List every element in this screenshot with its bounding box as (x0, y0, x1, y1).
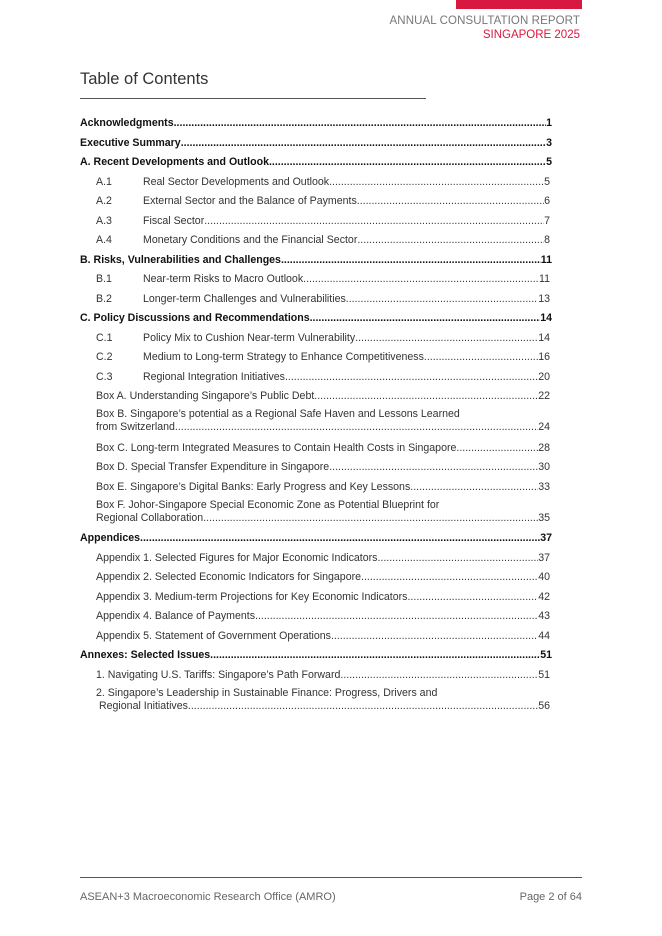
dot-leader (210, 649, 540, 662)
toc-entry-box-c[interactable] (96, 442, 550, 455)
toc-page-number: 11 (540, 253, 552, 266)
toc-entry-label: Box D. Special Transfer Expenditure in Singapore (96, 461, 330, 473)
report-country-year: SINGAPORE 2025 (482, 29, 580, 41)
toc-page-number: 14 (540, 312, 552, 324)
toc-entry-a1[interactable] (96, 176, 550, 189)
toc-entry-box-d[interactable] (96, 461, 550, 474)
toc-page-number: 8 (544, 234, 550, 246)
toc-page-number: 5 (544, 175, 550, 188)
toc-entry-appendix-1[interactable] (96, 552, 550, 565)
toc-entry-label: Policy Mix to Cushion Near-term Vulnerability (143, 331, 356, 344)
toc-page-number: 33 (538, 480, 550, 493)
dot-leader (329, 461, 538, 474)
dot-leader (361, 571, 538, 584)
toc-entry-appendix-5[interactable] (96, 630, 550, 643)
toc-page-number: 40 (538, 571, 550, 583)
toc-page-number: 11 (539, 273, 550, 285)
toc-entry-number: C.3 (96, 370, 113, 383)
toc-section-appendices[interactable] (80, 532, 552, 545)
dot-leader (355, 332, 538, 345)
toc-entry-c3[interactable] (96, 371, 550, 384)
toc-entry-box-f[interactable] (96, 499, 550, 525)
toc-page-number: 28 (538, 441, 550, 454)
toc-entry-executive-summary[interactable] (80, 137, 552, 150)
dot-leader (329, 176, 544, 189)
toc-entry-label: External Sector and the Balance of Payments (143, 195, 357, 207)
toc-section-a[interactable] (80, 156, 552, 169)
toc-entry-label: Appendix 1. Selected Figures for Major Economic Indicators (96, 551, 378, 564)
toc-page-number: 5 (546, 156, 552, 168)
title-divider (80, 98, 426, 99)
dot-leader (456, 442, 538, 455)
toc-page-number: 16 (538, 351, 550, 363)
toc-entry-number: A.2 (96, 195, 112, 207)
toc-entry-label: Box E. Singapore’s Digital Banks: Early Progress and Key Lessons (96, 480, 411, 493)
toc-section-c[interactable] (80, 312, 552, 325)
toc-entry-annex-2[interactable] (96, 687, 550, 713)
toc-entry-label-line1: 2. Singapore’s Leadership in Sustainable Finance: Progress, Drivers and (96, 687, 438, 699)
toc-entry-label: Appendix 3. Medium-term Projections for Key Economic Indicators (96, 590, 408, 603)
toc-entry-number: B.1 (96, 273, 112, 285)
toc-entry-label: B. Risks, Vulnerabilities and Challenges (80, 253, 281, 266)
toc-entry-box-e[interactable] (96, 481, 550, 494)
toc-entry-label: Fiscal Sector (143, 214, 205, 227)
dot-leader (314, 390, 538, 403)
toc-page-number: 20 (538, 370, 550, 383)
toc-entry-b1[interactable] (96, 273, 550, 286)
toc-entry-label: Appendix 5. Statement of Government Operations (96, 629, 331, 642)
toc-page-number: 13 (538, 292, 550, 305)
toc-entry-a3[interactable] (96, 215, 550, 228)
toc-entry-number: C.2 (96, 351, 113, 363)
toc-entry-box-b[interactable] (96, 408, 550, 434)
toc-entry-label: Executive Summary (80, 136, 181, 149)
toc-entry-appendix-4[interactable] (96, 610, 550, 623)
toc-entry-label: C. Policy Discussions and Recommendations (80, 312, 310, 324)
dot-leader (269, 156, 546, 169)
toc-entry-label: 1. Navigating U.S. Tariffs: Singapore’s Path Forward (96, 668, 341, 681)
toc-entry-label: A. Recent Developments and Outlook (80, 156, 269, 168)
toc-entry-label: Box C. Long-term Integrated Measures to Contain Health Costs in Singapore (96, 441, 457, 454)
toc-entry-label: Real Sector Developments and Outlook (143, 175, 330, 188)
toc-entry-acknowledgments[interactable] (80, 117, 552, 130)
toc-entry-label: Appendix 4. Balance of Payments (96, 610, 256, 622)
toc-entry-label-line1: Box B. Singapore’s potential as a Regional Safe Haven and Lessons Learned (96, 408, 460, 420)
header-accent-bar (456, 0, 582, 9)
dot-leader (188, 700, 538, 713)
toc-entry-label: Longer-term Challenges and Vulnerabilities (143, 292, 346, 305)
toc-page-number: 3 (546, 136, 552, 149)
toc-page-number: 51 (538, 668, 550, 681)
toc-entry-label: Acknowledgments (80, 117, 174, 129)
dot-leader (303, 273, 539, 286)
page-title: Table of Contents (80, 70, 209, 88)
toc-page-number: 6 (544, 195, 550, 207)
toc-entry-label: Monetary Conditions and the Financial Sector (143, 234, 358, 246)
dot-leader (285, 371, 538, 384)
toc-page-number: 56 (538, 700, 550, 712)
toc-page-number: 42 (538, 590, 550, 603)
dot-leader (174, 117, 546, 130)
toc-entry-label: Appendix 2. Selected Economic Indicators for Singapore (96, 571, 361, 583)
toc-entry-label: Annexes: Selected Issues (80, 649, 211, 661)
toc-entry-label: Regional Integration Initiatives (143, 370, 285, 383)
toc-entry-a2[interactable] (96, 195, 550, 208)
toc-page-number: 1 (546, 117, 552, 129)
dot-leader (357, 195, 544, 208)
toc-page-number: 51 (540, 649, 552, 661)
toc-entry-b2[interactable] (96, 293, 550, 306)
toc-entry-appendix-2[interactable] (96, 571, 550, 584)
report-title: ANNUAL CONSULTATION REPORT (389, 15, 580, 27)
toc-page-number: 35 (538, 512, 550, 524)
toc-entry-c2[interactable] (96, 351, 550, 364)
toc-entry-appendix-3[interactable] (96, 591, 550, 604)
dot-leader (340, 669, 538, 682)
dot-leader (410, 481, 538, 494)
toc-page-number: 7 (544, 214, 550, 227)
footer-organization: ASEAN+3 Macroeconomic Research Office (AMRO) (80, 891, 336, 903)
toc-entry-label: Box A. Understanding Singapore’s Public Debt (96, 390, 315, 402)
toc-entry-label-line2: from Switzerland (96, 421, 175, 433)
dot-leader (281, 254, 541, 267)
toc-page-number: 24 (538, 421, 550, 433)
toc-entry-number: A.3 (96, 214, 112, 227)
toc-entry-number: A.4 (96, 234, 112, 246)
dot-leader (424, 351, 538, 364)
footer-divider (80, 877, 582, 878)
toc-entry-label: Appendices (80, 532, 141, 544)
toc-entry-label: Near-term Risks to Macro Outlook (143, 273, 304, 285)
dot-leader (204, 215, 544, 228)
dot-leader (255, 610, 538, 623)
toc-page-number: 14 (538, 331, 550, 344)
dot-leader (377, 552, 538, 565)
dot-leader (357, 234, 544, 247)
toc-entry-number: C.1 (96, 331, 113, 344)
dot-leader (175, 421, 538, 434)
toc-page-number: 30 (538, 461, 550, 473)
toc-entry-label-line2: Regional Collaboration (96, 512, 204, 524)
dot-leader (407, 591, 538, 604)
toc-page-number: 37 (538, 551, 550, 564)
dot-leader (310, 312, 541, 325)
toc-entry-label-line1: Box F. Johor-Singapore Special Economic Zone as Potential Blueprint for (96, 499, 440, 511)
footer-page-info: Page 2 of 64 (519, 891, 582, 903)
toc-section-annexes[interactable] (80, 649, 552, 662)
toc-page-number: 22 (538, 390, 550, 402)
toc-page-number: 37 (540, 532, 552, 544)
toc-entry-number: B.2 (96, 292, 112, 305)
dot-leader (346, 293, 538, 306)
toc-entry-annex-1[interactable] (96, 669, 550, 682)
toc-entry-box-a[interactable] (96, 390, 550, 403)
dot-leader (331, 630, 538, 643)
toc-page-number: 44 (538, 629, 550, 642)
toc-entry-c1[interactable] (96, 332, 550, 345)
toc-page-number: 43 (538, 610, 550, 622)
toc-entry-a4[interactable] (96, 234, 550, 247)
dot-leader (181, 137, 546, 150)
toc-entry-label-line2: Regional Initiatives (99, 700, 188, 712)
dot-leader (140, 532, 540, 545)
toc-entry-number: A.1 (96, 175, 112, 188)
toc-entry-label: Medium to Long-term Strategy to Enhance Competitiveness (143, 351, 424, 363)
toc-section-b[interactable] (80, 254, 552, 267)
dot-leader (203, 512, 538, 525)
